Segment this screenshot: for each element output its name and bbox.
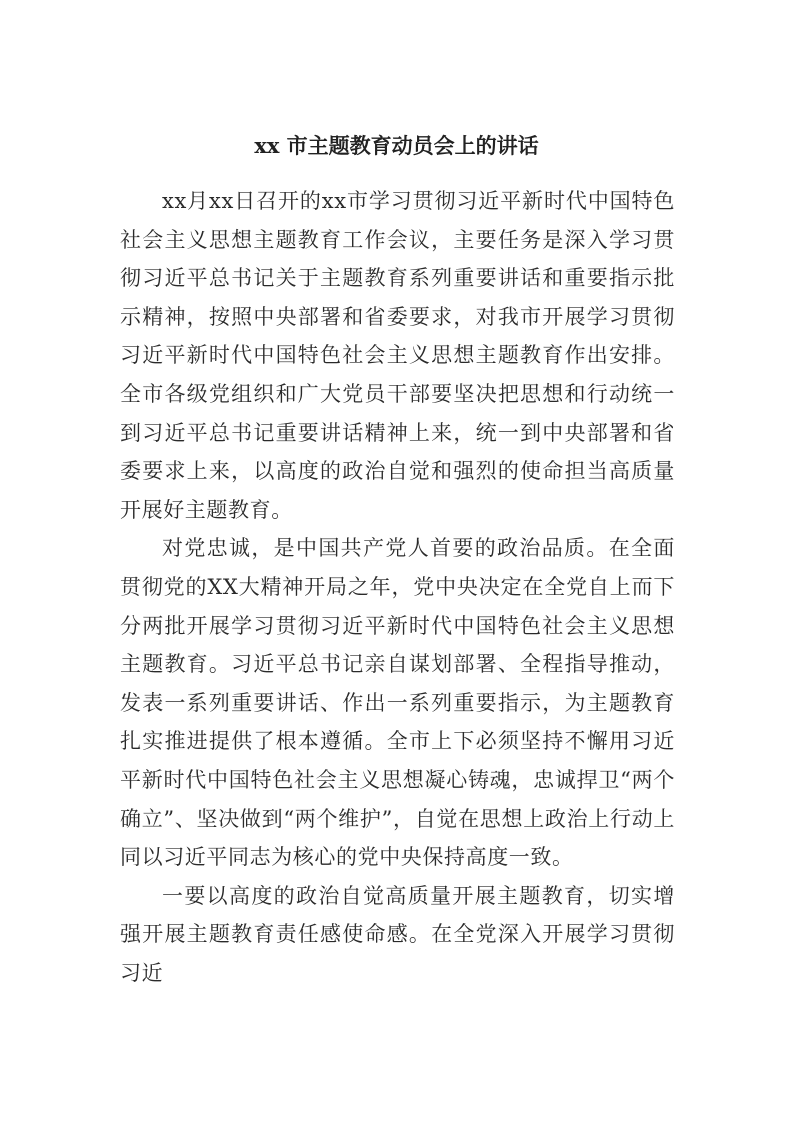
- document-body: [120, 182, 675, 992]
- paragraph-2: 对党忠诚，是中国共产党人首要的政治品质。在全面贯彻党的XX大精神开局之年，党中央决定在全党自上而下分两批开展学习贯彻习近平新时代中国特色社会主义思想主题教育。习近平总书记亲自谋划部署、全程指导推动，发表一系列重要讲话、作出一系列重要指示，为主题教育扎实推进提供了根本遵循。全市上下必须坚持不懈用习近平新时代中国特色社会主义思想凝心铸魂，忠诚捍卫“两个确立”、坚决做到“两个维护”，自觉在思想上政治上行动上同以习近平同志为核心的党中央保持高度一致。: [120, 536, 675, 870]
- paragraph-1: xx月xx日召开的xx市学习贯彻习近平新时代中国特色社会主义思想主题教育工作会议，主要任务是深入学习贯彻习近平总书记关于主题教育系列重要讲话和重要指示批示精神，按照中央部署和省委要求，对我市开展学习贯彻习近平新时代中国特色社会主义思想主题教育作出安排。全市各级党组织和广大党员干部要坚决把思想和行动统一到习近平总书记重要讲话精神上来，统一到中央部署和省委要求上来，以高度的政治自觉和强烈的使命担当高质量开展好主题教育。: [120, 189, 675, 522]
- paragraph-3: 一要以高度的政治自觉高质量开展主题教育，切实增强开展主题教育责任感使命感。在全党深入开展学习贯彻习近: [120, 883, 675, 985]
- document-title: xx 市主题教育动员会上的讲话: [254, 133, 539, 158]
